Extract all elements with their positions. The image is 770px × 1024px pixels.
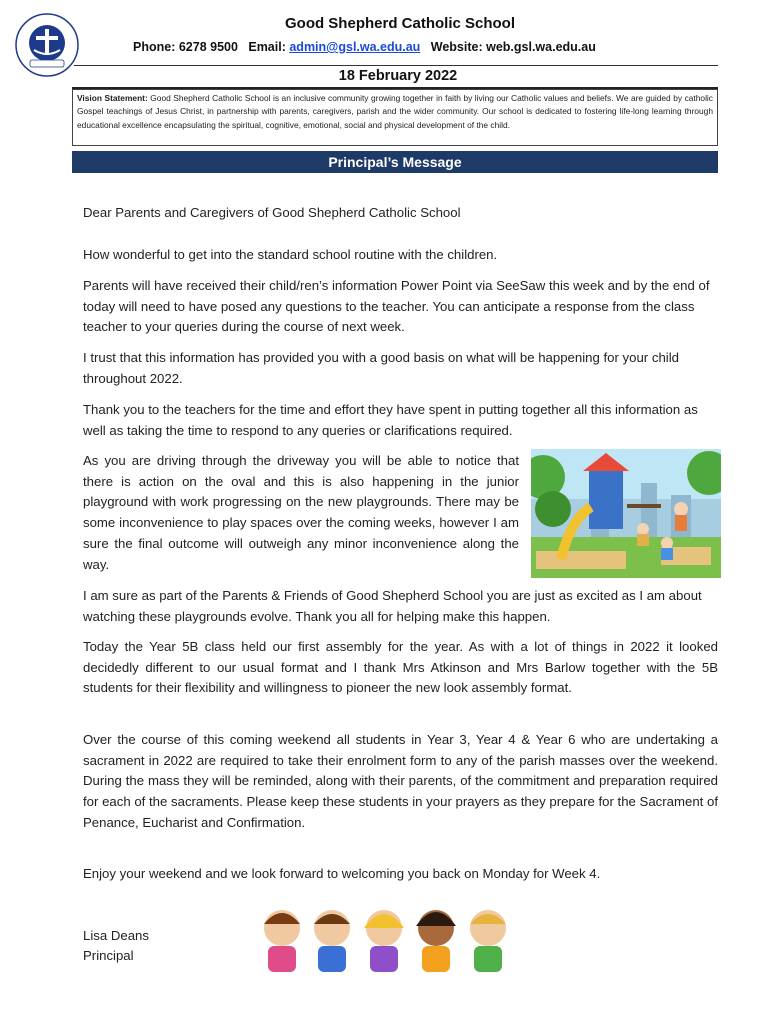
paragraph-4: Thank you to the teachers for the time and effort they have spent in putting together all this information as well as taking the time to respond to any queries or clarifications required.: [83, 402, 698, 438]
paragraph-2: Parents will have received their child/ren’s information Power Point via SeeSaw this week and by the end of today will need to have posed any questions to the teacher. You can anticipate a response from the class teacher to your queries during the course of next week.: [83, 278, 710, 335]
phone-label: Phone:: [133, 40, 176, 54]
paragraph-9: Enjoy your weekend and we look forward to welcoming you back on Monday for Week 4.: [83, 866, 601, 881]
vision-label: Vision Statement:: [77, 93, 148, 103]
paragraph-7: Today the Year 5B class held our first assembly for the year. As with a lot of things in 2022 it looked decidedly different to our usual format and I thank Mrs Atkinson and Mrs Barlow together with the 5B students for their flexibility and willingness to pioneer the new look assembly format.: [83, 639, 718, 696]
phone-number: 6278 9500: [178, 40, 238, 54]
website-link[interactable]: web.gsl.wa.edu.au: [486, 40, 596, 54]
newsletter-date: 18 February 2022: [338, 68, 458, 84]
greeting: Dear Parents and Caregivers of Good Shepherd Catholic School: [83, 205, 461, 220]
email-link[interactable]: admin@gsl.wa.edu.au: [289, 40, 421, 54]
playground-image: [531, 449, 721, 578]
signoff-name: Lisa Deans: [83, 928, 149, 943]
paragraph-1: How wonderful to get into the standard school routine with the children.: [83, 247, 498, 262]
paragraph-8: Over the course of this coming weekend all students in Year 3, Year 4 & Year 6 who are undertaking a sacrament in 2022 are required to take their enrolment form to any of the parish masses over the weekend. During the mass they will be reminded, along with their parents, of the commitment and preparation required for each of the sacraments. Please keep these students in your prayers as they prepare for the Sacrament of Penance, Eucharist and Confirmation.: [83, 732, 718, 830]
vision-text: Good Shepherd Catholic School is an inclusive community growing together in faith by living our Catholic values and beliefs. We are guided by catholic Gospel teachings of Jesus Christ, in partnership with parents, caregivers, parish and the wider community. Our school is dedicated to fostering life-long learning through educational excellence encapsulating the spiritual, cognitive, emotional, social and physical development of the child.: [77, 93, 713, 130]
school-name: Good Shepherd Catholic School: [284, 15, 515, 32]
paragraph-6: I am sure as part of the Parents & Friends of Good Shepherd School you are just as excited as I am about watching these playgrounds evolve. Thank you all for helping make this happen.: [83, 588, 702, 624]
vision-statement-box: [72, 89, 718, 146]
paragraph-3: I trust that this information has provided you with a good basis on what will be happening for your child throughout 2022.: [83, 350, 679, 386]
contact-line: [133, 40, 596, 54]
praying-children-image: [256, 902, 516, 972]
section-banner: Principal’s Message: [72, 151, 718, 173]
header-divider: [74, 65, 718, 66]
email-label: Email:: [248, 40, 286, 54]
paragraph-5: As you are driving through the driveway you will be able to notice that there is action on the oval and this is also happening in the junior playground with work progressing on the new playgrounds. There may be some inconvenience to play spaces over the coming weeks, however I am sure the final outcome will outweigh any minor inconvenience along the way.: [83, 453, 519, 572]
website-label: Website:: [430, 40, 483, 54]
signoff-title: Principal: [83, 948, 134, 963]
